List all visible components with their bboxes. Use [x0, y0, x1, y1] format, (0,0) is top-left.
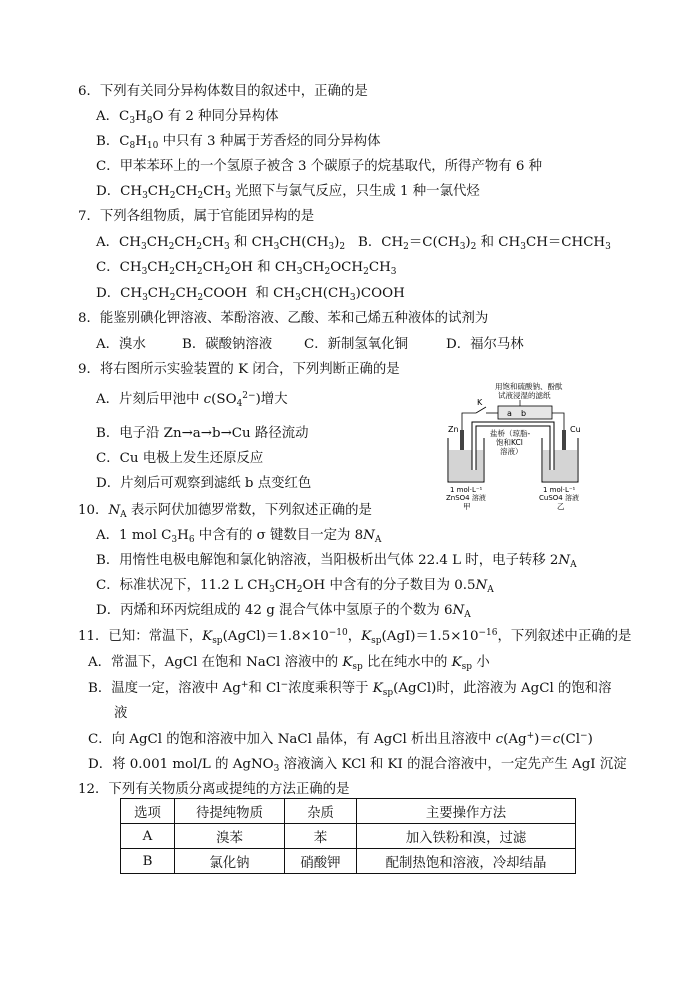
question-11-option-c: C．向 AgCl 的饱和溶液中加入 NaCl 晶体，有 AgCl 析出且溶液中 c(Ag+)＝c(Cl−) — [88, 731, 593, 747]
table-header-cell: 杂质 — [285, 799, 357, 824]
question-11-option-b: B．温度一定，溶液中 Ag+和 Cl−浓度乘积等于 $K_{sp}(AgCl)$时，此溶液为 AgCl 的饱和溶 — [88, 680, 612, 698]
right-conc-label: 1 mol·L⁻¹ — [543, 486, 576, 494]
question-7-option-d: D．$CH_3CH_2CH_2COOH$ 和 $CH_3CH(CH_3)COOH$ — [96, 286, 405, 303]
table-header-cell: 主要操作方法 — [357, 799, 576, 824]
point-b-label: b — [521, 409, 527, 418]
question-10-option-d: D．丙烯和环丙烷组成的 42 g 混合气体中氢原子的个数为 $6N_A$ — [96, 603, 471, 620]
separation-methods-table — [120, 798, 576, 874]
table-cell: 溴苯 — [175, 824, 285, 849]
question-8-option-a: A．溴水 — [96, 337, 146, 352]
question-10-option-a: A．1 mol $C_3H_6$ 中含有的 σ 键数目一定为 $8N_A$ — [96, 528, 382, 545]
question-6-option-c: C．甲苯苯环上的一个氢原子被含 3 个碳原子的烷基取代，所得产物有 6 种 — [96, 159, 543, 174]
table-header-row — [121, 799, 576, 824]
question-8-option-b: B．碳酸钠溶液 — [182, 337, 273, 352]
salt-bridge-label-1: 盐桥（琼脂- — [490, 429, 531, 438]
galvanic-cell-figure — [440, 380, 600, 510]
question-7-stem: 7．下列各组物质，属于官能团异构的是 — [78, 209, 315, 224]
question-6-stem: 6．下列有关同分异构体数目的叙述中，正确的是 — [78, 84, 368, 99]
question-9-stem: 9．将右图所示实验装置的 K 闭合，下列判断正确的是 — [78, 362, 400, 377]
left-conc-label: 1 mol·L⁻¹ — [450, 486, 483, 494]
question-11-option-d: D．将 0.001 mol/L 的 AgNO$_3$ 溶液滴入 KCl 和 KI 的混合溶液中，一定先产生 AgI 沉淀 — [88, 757, 627, 774]
table-cell: 硝酸钾 — [285, 849, 357, 874]
table-header-cell: 选项 — [121, 799, 175, 824]
question-6-option-b: B．$C_8H_{10}$ 中只有 3 种属于芳香烃的同分异构体 — [96, 134, 381, 151]
figure-caption-line2: 试液浸湿的滤纸 — [498, 391, 551, 400]
question-8-option-c: C．新制氢氧化铜 — [304, 337, 408, 352]
right-cell-label: 乙 — [557, 502, 565, 510]
salt-bridge-label-2: 饱和KCl — [496, 438, 523, 447]
question-11-option-a: A．常温下，AgCl 在饱和 NaCl 溶液中的 $K_{sp}$ 比在纯水中的 $K_{sp}$ 小 — [88, 655, 490, 672]
question-7-option-a: A．$CH_3CH_2CH_2CH_3$ 和 $CH_3CH(CH_3)_2$ — [96, 235, 346, 252]
question-11-option-b-cont: 液 — [114, 706, 128, 721]
table-cell: 配制热饱和溶液，冷却结晶 — [357, 849, 576, 874]
question-8-stem: 8．能鉴别碘化钾溶液、苯酚溶液、乙酸、苯和己烯五种液体的试剂为 — [78, 311, 489, 326]
table-cell: 加入铁粉和溴，过滤 — [357, 824, 576, 849]
switch-k — [476, 407, 486, 413]
question-11-stem: 11．已知：常温下，$K_{sp}(AgCl)=1.8\times 10^{-10}$，$K_{sp}(AgI)=1.5\times 10^{-16}$，下列叙述中正确的是 — [78, 628, 632, 646]
question-9-option-a: A．片刻后甲池中 $c(SO_4^{2-})$增大 — [96, 391, 288, 409]
table-row — [121, 824, 576, 849]
question-9-option-c: C．Cu 电极上发生还原反应 — [96, 451, 264, 466]
question-6-option-d: D．$CH_3CH_2CH_2CH_3$ 光照下与氯气反应，只生成 1 种一氯代烃 — [96, 184, 480, 201]
point-a-label: a — [507, 409, 512, 418]
salt-bridge-label-3: 溶液） — [500, 447, 523, 456]
question-12-stem: 12．下列有关物质分离或提纯的方法正确的是 — [78, 782, 350, 797]
question-9-option-b: B．电子沿 Zn→a→b→Cu 路径流动 — [96, 426, 309, 441]
table-cell: A — [121, 824, 175, 849]
left-cell-label: 甲 — [463, 502, 471, 510]
table-cell: B — [121, 849, 175, 874]
question-6-option-a: A．$C_3H_8O$ 有 2 种同分异构体 — [96, 109, 279, 126]
question-10-option-c: C．标准状况下，11.2 L $CH_3CH_2OH$ 中含有的分子数目为 $0.5N_A$ — [96, 578, 494, 595]
question-8-option-d: D．福尔马林 — [446, 337, 524, 352]
switch-label: K — [477, 398, 483, 407]
question-9-option-d: D．片刻后可观察到滤纸 b 点变红色 — [96, 476, 312, 491]
question-7-option-c: C．$CH_3CH_2CH_2CH_2OH$ 和 $CH_3CH_2OCH_2CH_3$ — [96, 260, 397, 277]
right-solution-label: CuSO4 溶液 — [539, 494, 579, 502]
table-cell: 氯化钠 — [175, 849, 285, 874]
table-header-cell: 待提纯物质 — [175, 799, 285, 824]
table-cell: 苯 — [285, 824, 357, 849]
question-10-stem: 10．$N_A$ 表示阿伏加德罗常数，下列叙述正确的是 — [78, 503, 372, 520]
cu-label: Cu — [570, 425, 581, 434]
zn-label: Zn — [448, 425, 459, 434]
table-row — [121, 849, 576, 874]
left-solution-label: ZnSO4 溶液 — [446, 494, 486, 502]
question-10-option-b: B．用惰性电极电解饱和氯化钠溶液，当阳极析出气体 22.4 L 时，电子转移 $2N_A$ — [96, 553, 577, 570]
figure-caption-line1: 用饱和硫酸钠、酚酞 — [495, 382, 563, 391]
question-7-option-b: B．$CH_2=C(CH_3)_2$ 和 $CH_3CH=CHCH_3$ — [358, 235, 611, 252]
